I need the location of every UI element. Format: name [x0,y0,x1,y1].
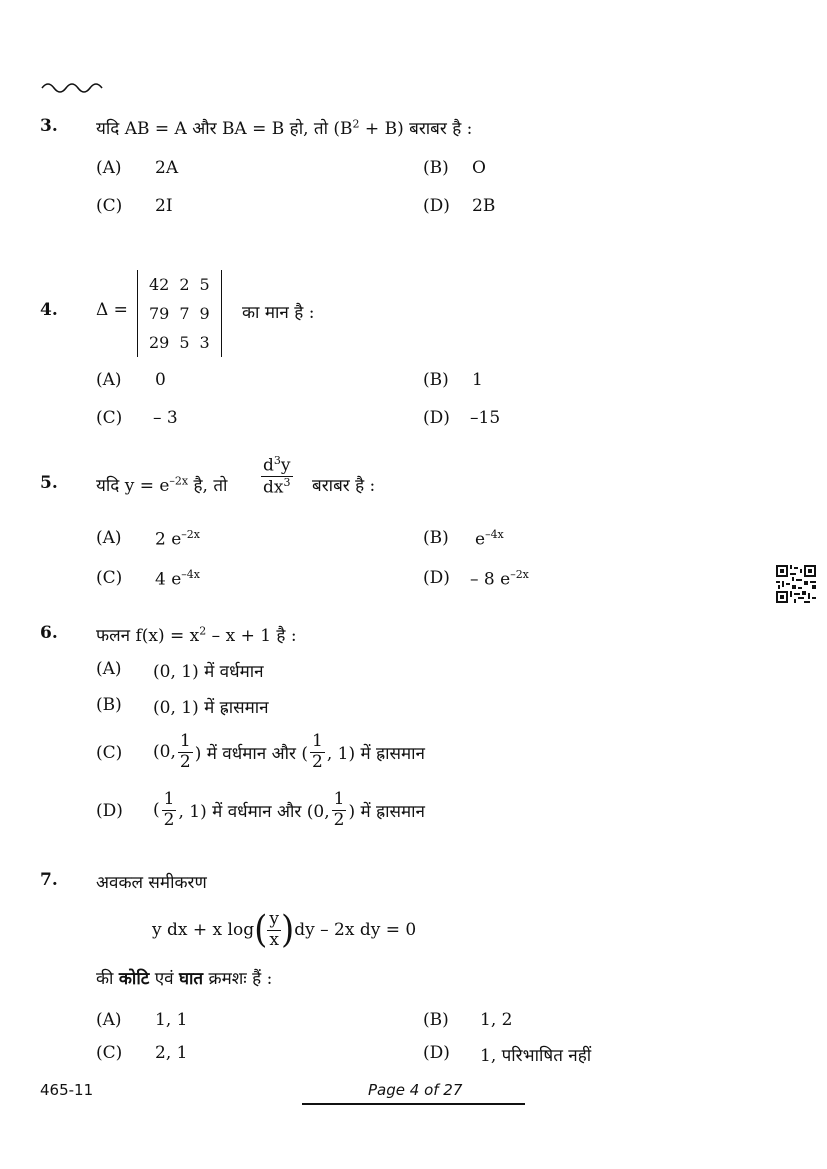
option-text: 0 [155,370,166,390]
page-number: Page 4 of 27 [368,1081,463,1099]
wave-ornament-icon [40,78,108,94]
derivative-fraction: $\frac{d^3y}{dx^3}$ [263,454,291,498]
question-text: यदि AB = A और BA = B हो, तो $(B^2 + B)$ बराबर है : [96,117,473,139]
option-text: – 8 $e^{-2x}$ [470,568,529,590]
option-label: (B) [423,370,449,390]
option-text: 1, 2 [480,1010,513,1030]
option-text: 2B [472,196,496,216]
option-text: $e^{-4x}$ [475,528,504,550]
qr-code-icon [776,565,816,603]
question-text: फलन $f(x) = x^2 - x + 1$ है : [96,624,297,646]
option-text: – 3 [153,408,178,428]
option-text: O [472,158,486,178]
paper-code: 465-11 [40,1081,94,1099]
option-label: (B) [423,1010,449,1030]
option-label: (B) [423,528,449,548]
option-text: 4 $e^{-4x}$ [155,568,200,590]
question-text: का मान है : [242,303,315,323]
option-label: (C) [96,408,123,428]
option-label: (D) [423,408,450,428]
option-label: (D) [423,568,450,588]
option-text: 1 [472,370,483,390]
option-text: (0, $\frac{1}{2}$ ) में वर्धमान और ( $\frac{1}{2}$ , 1) में ह्रासमान [153,731,425,772]
option-label: (A) [96,370,122,390]
option-label: (A) [96,1010,122,1030]
option-label: (A) [96,158,122,178]
option-text: 2, 1 [155,1043,188,1063]
option-text: –15 [470,408,501,428]
footer-divider [302,1103,525,1105]
option-label: (B) [96,695,122,715]
option-text: 2A [155,158,179,178]
option-text: 2I [155,196,173,216]
option-text: 2 $e^{-2x}$ [155,528,200,550]
option-label: (C) [96,568,123,588]
question-number: 7. [40,870,58,890]
question-number: 4. [40,300,58,320]
option-label: (A) [96,528,122,548]
question-text: यदि $y = e^{-2x}$ है, तो [96,474,228,496]
option-label: (C) [96,1043,123,1063]
option-text: 1, 1 [155,1010,188,1030]
option-label: (A) [96,659,122,679]
question-number: 3. [40,116,58,136]
question-text-tail: बराबर है : [312,476,376,496]
option-label: (D) [423,196,450,216]
question-text-tail: की कोटि एवं घात क्रमशः हैं : [96,969,273,989]
option-text: 1, परिभाषित नहीं [480,1046,592,1066]
option-label: (D) [96,801,123,821]
option-label: (B) [423,158,449,178]
option-text: ( $\frac{1}{2}$ , 1) में वर्धमान और (0, $\frac{1}{2}$ ) में ह्रासमान [153,789,425,830]
differential-equation: y dx + x log ( $\frac{y}{x}$ ) dy – 2x dy = 0 [152,908,417,952]
question-number: 5. [40,473,58,493]
question-text: अवकल समीकरण [96,873,207,893]
delta-symbol: Δ = [96,300,128,320]
option-text: (0, 1) में वर्धमान [153,662,264,682]
question-number: 6. [40,623,58,643]
determinant: 42 2 5 79 7 9 29 5 3 [137,270,222,357]
option-text: (0, 1) में ह्रासमान [153,698,269,718]
option-label: (D) [423,1043,450,1063]
option-label: (C) [96,196,123,216]
option-label: (C) [96,743,123,763]
